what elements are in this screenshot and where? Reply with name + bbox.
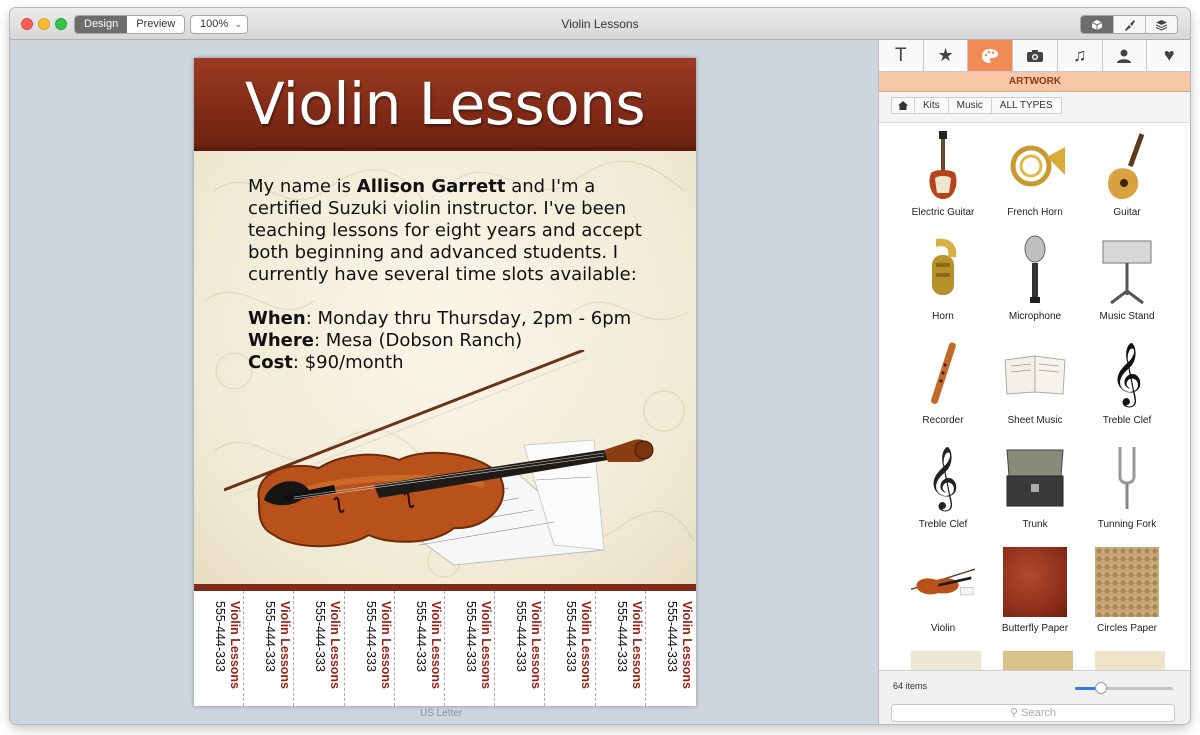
artwork-item[interactable] xyxy=(897,331,989,435)
violin-icon xyxy=(911,564,975,600)
search-icon: ⚲ xyxy=(1010,707,1019,719)
tab-people[interactable] xyxy=(1103,40,1148,71)
when-line xyxy=(248,308,648,330)
where-line xyxy=(248,330,648,352)
inspector-toolbar xyxy=(1080,15,1178,34)
instructor-name: Allison Garrett xyxy=(356,176,506,197)
electric-guitar-icon xyxy=(923,131,963,201)
thumbnail-size-slider[interactable] xyxy=(1075,687,1173,690)
slider-knob[interactable] xyxy=(1095,682,1107,694)
artwork-item[interactable] xyxy=(1003,651,1073,670)
tab-artwork[interactable] xyxy=(968,40,1013,71)
artwork-label: Tunning Fork xyxy=(1097,519,1157,530)
tear-off-tab[interactable] xyxy=(345,591,395,706)
tab-phone: 555-444-333 xyxy=(363,601,378,672)
breadcrumb-music[interactable]: Music xyxy=(948,97,992,114)
layers-icon xyxy=(1155,19,1168,31)
treble-clef-icon: 𝄞 xyxy=(1111,342,1143,405)
microphone-icon xyxy=(1020,235,1050,305)
library-toggle-button[interactable] xyxy=(1081,16,1113,33)
title-bar xyxy=(10,8,1190,40)
tear-off-tab[interactable] xyxy=(596,591,646,706)
artwork-label: Recorder xyxy=(922,415,964,426)
sheet-music-icon xyxy=(1003,352,1067,396)
artwork-item[interactable] xyxy=(897,435,989,539)
breadcrumb-home[interactable] xyxy=(891,97,915,114)
tab-photos[interactable] xyxy=(1013,40,1058,71)
artwork-item[interactable] xyxy=(1081,123,1173,227)
artwork-item[interactable] xyxy=(1081,539,1173,643)
music-stand-icon xyxy=(1097,235,1157,305)
tab-hearts[interactable] xyxy=(1147,40,1190,71)
artwork-item[interactable] xyxy=(1081,227,1173,331)
when-label: When xyxy=(248,308,306,329)
tear-off-tab[interactable] xyxy=(395,591,445,706)
artwork-label: Electric Guitar xyxy=(911,207,975,218)
person-icon xyxy=(1116,48,1132,64)
artwork-item[interactable] xyxy=(989,123,1081,227)
breadcrumb xyxy=(891,97,1061,114)
tear-off-divider xyxy=(194,584,696,591)
tab-phone: 555-444-333 xyxy=(514,601,529,672)
artwork-label: Sheet Music xyxy=(1007,415,1063,426)
tab-name: Violin Lessons xyxy=(478,601,493,689)
design-mode-button[interactable]: Design xyxy=(75,16,127,33)
tear-off-tab[interactable] xyxy=(445,591,495,706)
artwork-grid[interactable] xyxy=(879,122,1190,670)
horn-icon xyxy=(918,235,968,305)
items-count: 64 items xyxy=(893,681,928,691)
tab-name: Violin Lessons xyxy=(529,601,544,689)
artwork-label: Horn xyxy=(932,311,954,322)
tab-phone: 555-444-333 xyxy=(463,601,478,672)
heart-icon: ♥ xyxy=(1163,45,1175,65)
tear-off-tab[interactable] xyxy=(646,591,696,706)
artwork-item[interactable] xyxy=(1095,651,1165,670)
butterfly-paper-icon xyxy=(1003,547,1067,617)
home-icon xyxy=(898,101,908,110)
text-icon: T xyxy=(895,44,907,66)
tear-off-tab[interactable] xyxy=(545,591,595,706)
tear-off-tab[interactable] xyxy=(495,591,545,706)
artwork-item[interactable] xyxy=(989,539,1081,643)
inspector-toggle-button[interactable] xyxy=(1113,16,1145,33)
breadcrumb-all-types[interactable]: ALL TYPES xyxy=(991,97,1062,114)
title-banner[interactable] xyxy=(194,58,696,151)
trunk-icon xyxy=(1003,446,1067,510)
artwork-item[interactable] xyxy=(897,227,989,331)
tuning-fork-icon xyxy=(1112,443,1142,513)
search-input[interactable] xyxy=(891,704,1175,722)
treble-clef-icon: 𝄞 xyxy=(927,446,959,509)
camera-icon xyxy=(1026,49,1044,63)
tab-name: Violin Lessons xyxy=(679,601,694,689)
music-note-icon: ♫ xyxy=(1072,45,1087,65)
artwork-item[interactable] xyxy=(1081,331,1173,435)
where-value: : Mesa (Dobson Ranch) xyxy=(313,330,523,351)
layers-toggle-button[interactable] xyxy=(1145,16,1177,33)
artwork-label: French Horn xyxy=(1007,207,1063,218)
window-title: Violin Lessons xyxy=(561,17,639,31)
artwork-item[interactable] xyxy=(911,651,981,670)
paper-size-label: US Letter xyxy=(420,708,463,719)
artwork-label: Music Stand xyxy=(1099,311,1155,322)
artwork-item[interactable] xyxy=(989,435,1081,539)
tear-off-tabs[interactable] xyxy=(194,591,696,706)
cube-icon xyxy=(1091,19,1103,31)
tab-phone: 555-444-333 xyxy=(614,601,629,672)
design-canvas[interactable] xyxy=(10,40,878,724)
chevron-down-icon: ⌄ xyxy=(234,19,242,29)
artwork-label: Trunk xyxy=(1022,519,1048,530)
tab-phone: 555-444-333 xyxy=(413,601,428,672)
flyer-title[interactable]: Violin Lessons xyxy=(244,70,646,138)
tab-phone: 555-444-333 xyxy=(664,601,679,672)
tab-name: Violin Lessons xyxy=(579,601,594,689)
tab-name: Violin Lessons xyxy=(378,601,393,689)
palette-icon xyxy=(981,48,999,64)
artwork-item[interactable] xyxy=(989,227,1081,331)
artwork-label: Circles Paper xyxy=(1096,623,1158,634)
intro-prefix: My name is xyxy=(248,176,357,197)
tab-text[interactable] xyxy=(879,40,924,71)
tab-phone: 555-444-333 xyxy=(564,601,579,672)
artwork-label: Violin xyxy=(930,623,956,634)
tab-phone: 555-444-333 xyxy=(263,601,278,672)
tab-phone: 555-444-333 xyxy=(213,601,227,672)
cost-value: : $90/month xyxy=(292,352,404,373)
artwork-item[interactable] xyxy=(897,123,989,227)
violin-image[interactable] xyxy=(224,350,674,570)
brush-icon xyxy=(1123,19,1136,31)
circles-paper-icon xyxy=(1095,547,1159,617)
french-horn-icon xyxy=(1003,141,1067,191)
tab-phone: 555-444-333 xyxy=(313,601,328,672)
flyer-page[interactable] xyxy=(194,58,696,706)
cost-label: Cost xyxy=(248,352,293,373)
preview-mode-button[interactable]: Preview xyxy=(136,18,176,30)
tab-name: Violin Lessons xyxy=(428,601,443,689)
section-label: ARTWORK xyxy=(879,72,1190,92)
library-category-tabs xyxy=(879,40,1190,72)
recorder-icon xyxy=(923,339,963,409)
intro-paragraph[interactable] xyxy=(248,176,648,286)
artwork-item[interactable] xyxy=(1081,435,1173,539)
star-icon: ★ xyxy=(937,45,954,65)
tear-off-tab[interactable] xyxy=(244,591,294,706)
tab-name: Violin Lessons xyxy=(278,601,293,689)
where-label: Where xyxy=(248,330,314,351)
artwork-label: Guitar xyxy=(1113,207,1141,218)
tab-favorites[interactable] xyxy=(924,40,969,71)
artwork-label: Treble Clef xyxy=(1102,415,1152,426)
breadcrumb-kits[interactable]: Kits xyxy=(914,97,949,114)
artwork-label: Treble Clef xyxy=(918,519,968,530)
tear-off-tab[interactable] xyxy=(294,591,344,706)
when-value: : Monday thru Thursday, 2pm - 6pm xyxy=(305,308,632,329)
zoom-value: 100% xyxy=(200,18,229,30)
tab-name: Violin Lessons xyxy=(228,601,242,689)
tab-name: Violin Lessons xyxy=(629,601,644,689)
tab-music[interactable] xyxy=(1058,40,1103,71)
artwork-label: Microphone xyxy=(1008,311,1062,322)
intro-rest: and I'm a certified Suzuki violin instructor. I've been teaching lessons for eight years and accept both beginning and advanced students. I currently have several time slots available: xyxy=(248,176,642,285)
guitar-icon xyxy=(1102,131,1152,201)
tear-off-tab[interactable] xyxy=(194,591,244,706)
artwork-label: Butterfly Paper xyxy=(1001,623,1069,634)
app-window xyxy=(10,8,1190,724)
tab-name: Violin Lessons xyxy=(328,601,343,689)
library-sidebar xyxy=(878,40,1190,724)
artwork-item[interactable] xyxy=(989,331,1081,435)
search-placeholder: Search xyxy=(1021,707,1056,719)
library-footer xyxy=(879,670,1190,724)
artwork-item[interactable] xyxy=(897,539,989,643)
